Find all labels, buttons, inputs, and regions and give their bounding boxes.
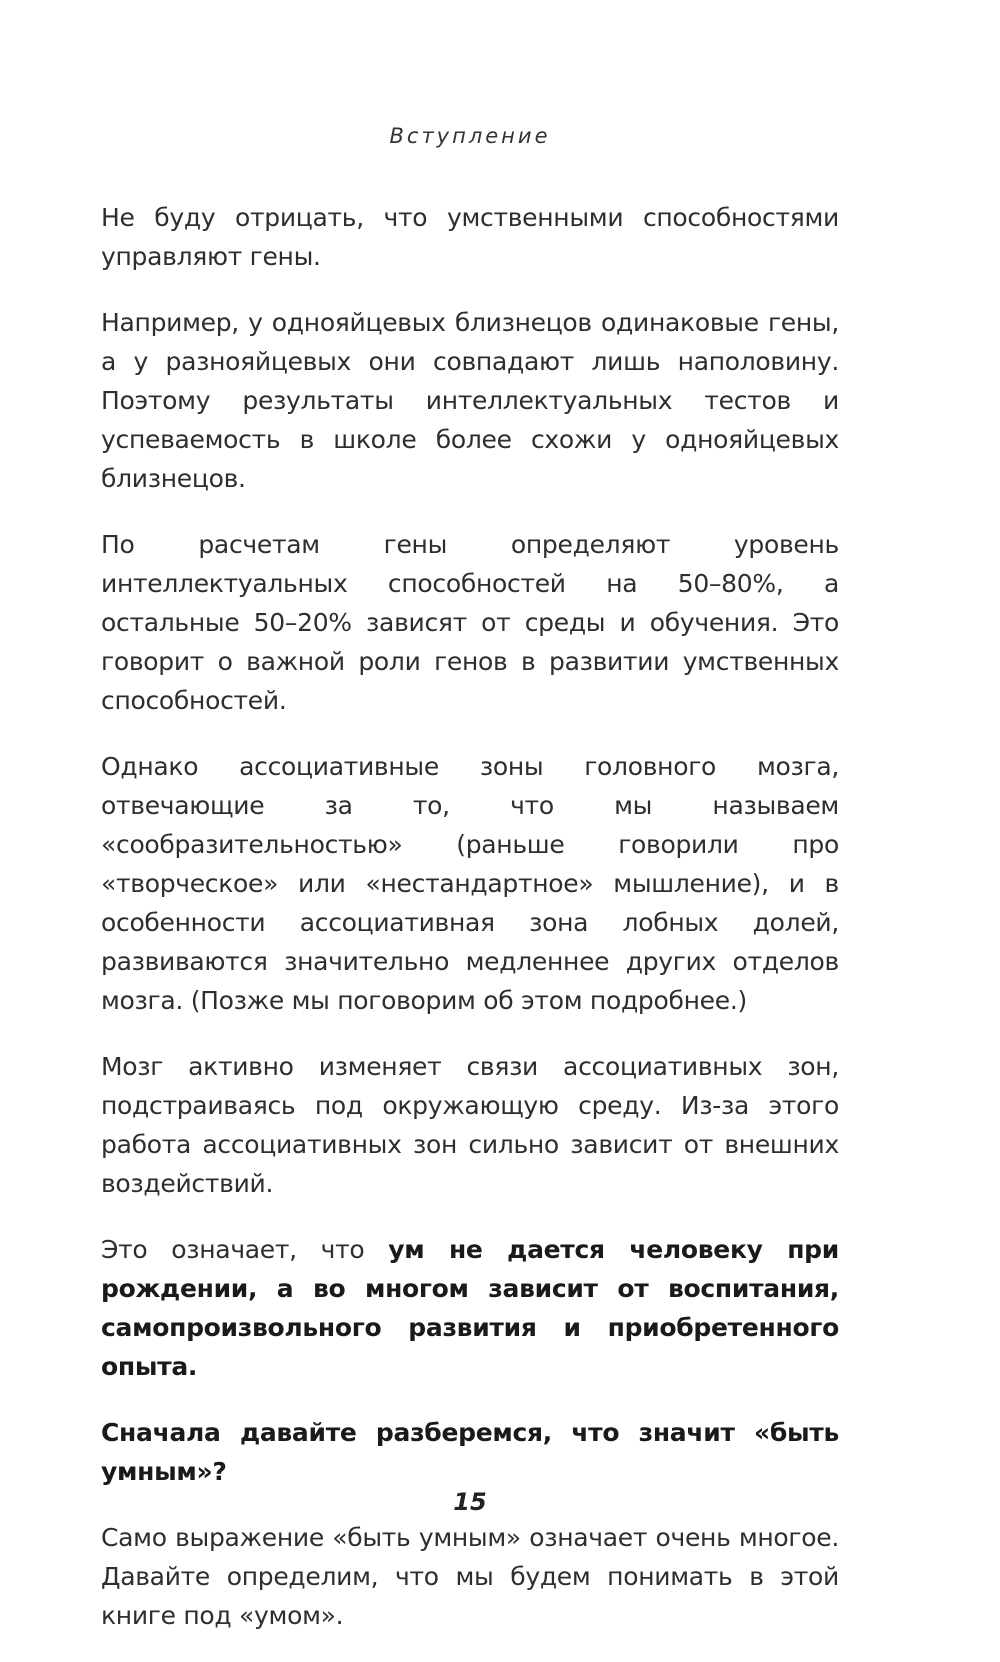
paragraph-brain-connections: Мозг активно изменяет связи ассоциативных зон, подстраиваясь под окружающую среду. Из-за этого работа ассоциативных зон сильно зависит от внешних воздействий. <box>101 1052 839 1198</box>
section-question-heading: Сначала давайте разберемся, что значит «быть умным»? <box>101 1418 839 1486</box>
paragraph-definition: Само выражение «быть умным» означает очень многое. Давайте определим, что мы будем понимать в этой книге под «умом». <box>101 1523 839 1630</box>
paragraph-twins: Например, у однояйцевых близнецов одинаковые гены, а у разнояйцевых они совпадают лишь наполовину. Поэтому результаты интеллектуальных тестов и успеваемость в школе более схожи у однояйцевых близнецов. <box>101 308 839 493</box>
conclusion-bold-text: ум не дается человеку при рождении, а во многом зависит от воспитания, самопроизвольного развития и приобретенного опыта. <box>101 1235 839 1381</box>
paragraph-conclusion <box>101 1230 839 1386</box>
body-text <box>101 198 839 1662</box>
conclusion-plain-text: Это означает, что <box>101 1235 389 1264</box>
paragraph-genes-intro: Не буду отрицать, что умственными способностями управляют гены. <box>101 203 839 271</box>
paragraph-associative-zones: Однако ассоциативные зоны головного мозга, отвечающие за то, что мы называем «сообразительностью» (раньше говорили про «творческое» или «нестандартное» мышление), и в особенности ассоциативная зона лобных долей, развиваются значительно медленнее других отделов мозга. (Позже мы поговорим об этом подробнее.) <box>101 752 839 1015</box>
page-number: 15 <box>453 1488 487 1516</box>
running-header: Вступление <box>389 124 551 148</box>
paragraph-calculations: По расчетам гены определяют уровень интеллектуальных способностей на 50–80%, а остальные 50–20% зависят от среды и обучения. Это говорит о важной роли генов в развитии умственных способностей. <box>101 530 839 715</box>
